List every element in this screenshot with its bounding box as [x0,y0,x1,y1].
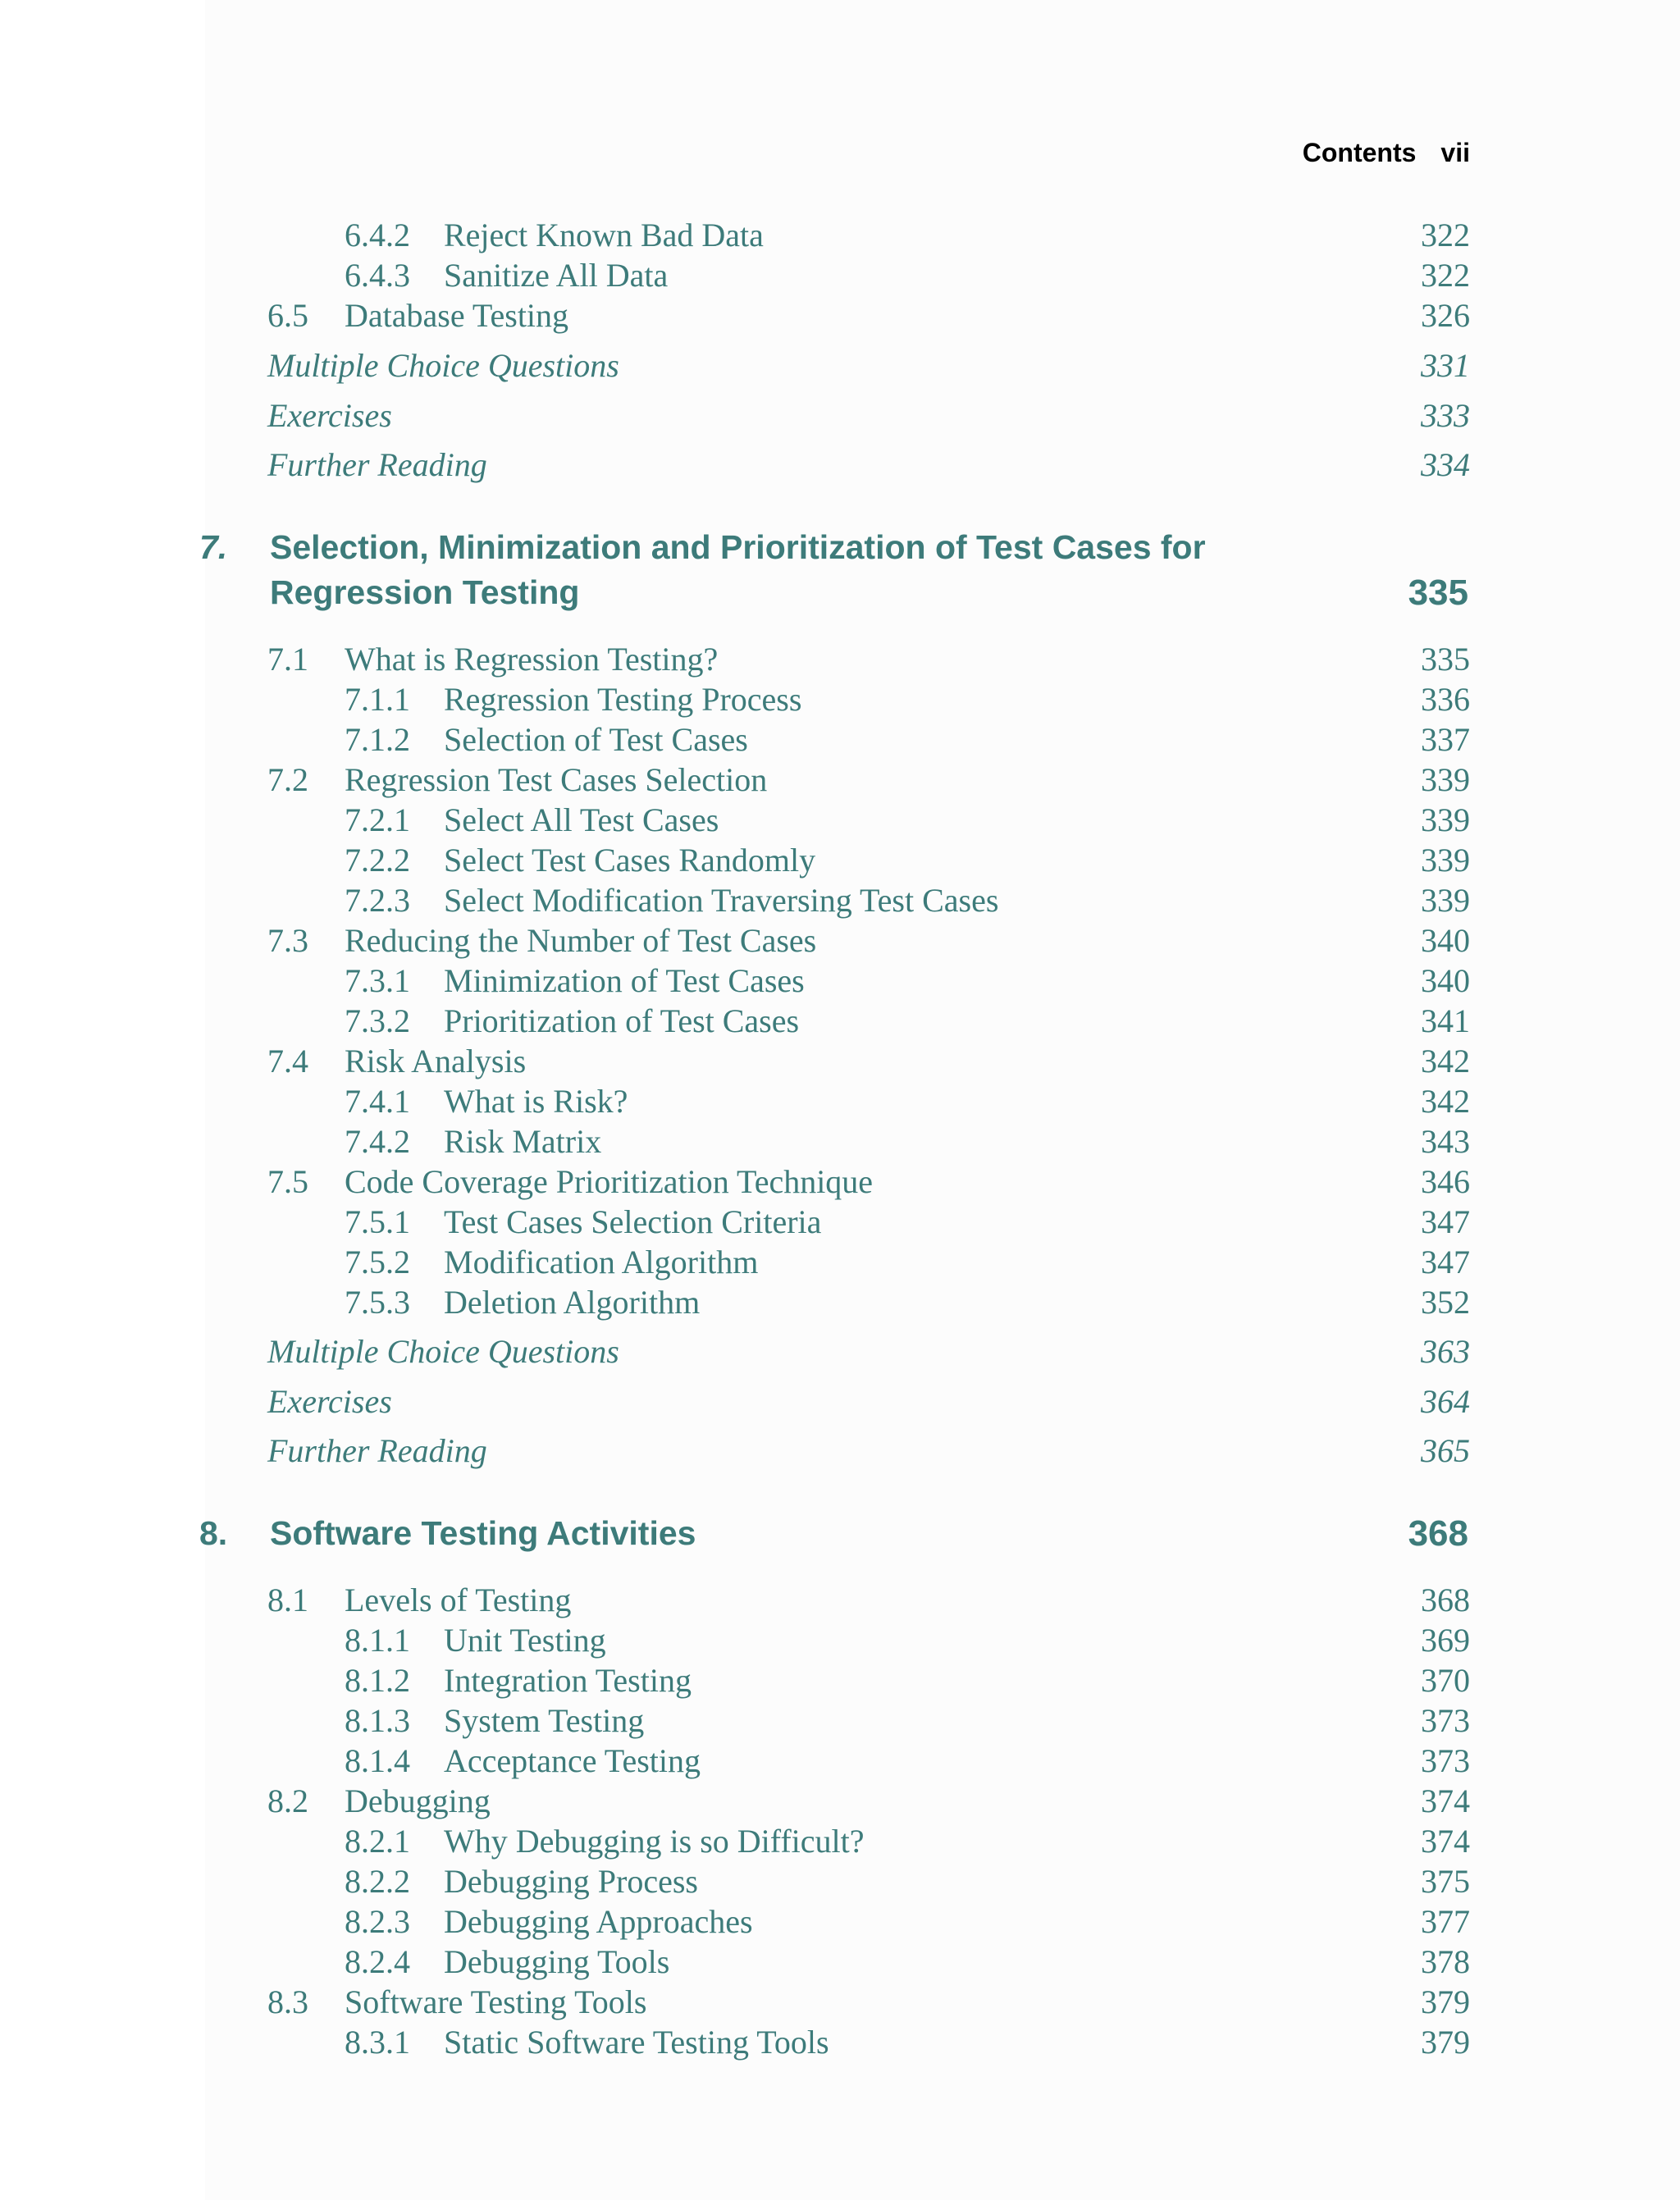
toc-entry-page: 352 [1421,1284,1470,1321]
toc-entry[interactable] [0,842,1680,879]
toc-entry-title: Further Reading [267,1432,487,1469]
chapter-heading[interactable] [0,525,1680,615]
toc-entry-title: Sanitize All Data [444,257,669,294]
toc-entry[interactable] [0,761,1680,799]
toc-entry[interactable] [0,1083,1680,1121]
toc-entry-page: 374 [1421,1823,1470,1860]
toc-entry-page: 335 [1421,641,1470,678]
toc-entry-number: 7.2.1 [345,801,410,838]
toc-entry[interactable] [0,1823,1680,1860]
toc-entry-number: 8.1.2 [345,1662,410,1699]
toc-entry-page: 373 [1421,1702,1470,1739]
chapter-page: 335 [1408,573,1468,613]
toc-entry-title: Debugging Tools [444,1943,670,1980]
toc-entry-page: 364 [1421,1383,1470,1420]
toc-entry-title: Prioritization of Test Cases [444,1002,800,1039]
toc-entry-number: 7.5 [267,1163,308,1200]
toc-entry-title: Debugging Process [444,1863,698,1900]
toc-entry-page: 343 [1421,1123,1470,1160]
toc-entry[interactable] [0,1662,1680,1700]
toc-entry-title: Code Coverage Prioritization Technique [345,1163,874,1200]
toc-entry-page: 339 [1421,761,1470,798]
toc-entry-page: 322 [1421,217,1470,253]
toc-entry[interactable] [0,882,1680,920]
toc-entry-title: Debugging [345,1782,491,1819]
chapter-number: 8. [199,1514,228,1552]
chapter-title-line-1: Software Testing Activities [270,1514,696,1552]
running-head-label: Contents [1302,138,1417,167]
toc-entry-number: 8.1.4 [345,1742,410,1779]
toc-entry-number: 7.5.1 [345,1203,410,1240]
toc-entry-page: 322 [1421,257,1470,294]
toc-entry[interactable] [0,1333,1680,1371]
toc-entry-number: 8.2 [267,1782,308,1819]
toc-entry-page: 326 [1421,297,1470,334]
toc-entry[interactable] [0,217,1680,254]
toc-entry-number: 7.1.2 [345,721,410,758]
toc-entry-number: 7.5.2 [345,1244,410,1280]
toc-entry[interactable] [0,801,1680,839]
toc-entry[interactable] [0,1622,1680,1659]
toc-entry-title: Deletion Algorithm [444,1284,701,1321]
toc-entry-page: 339 [1421,842,1470,879]
toc-entry[interactable] [0,1782,1680,1820]
toc-entry-title: Reducing the Number of Test Cases [345,922,817,959]
toc-entry-page: 368 [1421,1582,1470,1618]
toc-entry[interactable] [0,446,1680,484]
toc-entry-page: 340 [1421,962,1470,999]
toc-entry[interactable] [0,297,1680,335]
toc-entry[interactable] [0,1983,1680,2021]
toc-entry-title: Multiple Choice Questions [267,1333,619,1370]
toc-entry[interactable] [0,1043,1680,1080]
toc-entry-number: 8.2.1 [345,1823,410,1860]
chapter-title-line-2: Regression Testing [270,573,580,611]
toc-entry[interactable] [0,1383,1680,1421]
toc-entry-title: System Testing [444,1702,645,1739]
toc-entry-title: Acceptance Testing [444,1742,701,1779]
toc-entry-title: Database Testing [345,297,569,334]
toc-entry-page: 336 [1421,681,1470,718]
toc-entry[interactable] [0,1244,1680,1281]
toc-entry[interactable] [0,962,1680,1000]
toc-entry-title: Modification Algorithm [444,1244,759,1280]
toc-entry-title: Why Debugging is so Difficult? [444,1823,865,1860]
toc-entry-number: 7.3.2 [345,1002,410,1039]
toc-entry-number: 8.1 [267,1582,308,1618]
toc-entry-title: Select Test Cases Randomly [444,842,816,879]
toc-entry-page: 339 [1421,882,1470,919]
toc-entry[interactable] [0,721,1680,759]
toc-entry-number: 8.2.3 [345,1903,410,1940]
toc-entry-title: Select All Test Cases [444,801,719,838]
toc-entry[interactable] [0,347,1680,385]
toc-entry-page: 378 [1421,1943,1470,1980]
toc-entry-page: 373 [1421,1742,1470,1779]
toc-entry-number: 7.3 [267,922,308,959]
toc-entry-number: 7.1.1 [345,681,410,718]
toc-entry-title: Regression Test Cases Selection [345,761,768,798]
toc-entry-title: Regression Testing Process [444,681,802,718]
toc-entry-page: 340 [1421,922,1470,959]
toc-entry[interactable] [0,681,1680,719]
toc-entry[interactable] [0,1002,1680,1040]
toc-entry-number: 7.5.3 [345,1284,410,1321]
toc-entry[interactable] [0,922,1680,960]
toc-entry-page: 379 [1421,2024,1470,2061]
toc-entry-title: Minimization of Test Cases [444,962,805,999]
toc-entry-title: Integration Testing [444,1662,692,1699]
chapter-heading[interactable] [0,1511,1680,1556]
toc-entry[interactable] [0,1284,1680,1321]
toc-entry-number: 7.2 [267,761,308,798]
toc-entry-page: 331 [1421,347,1470,384]
toc-entry-page: 370 [1421,1662,1470,1699]
toc-entry-title: Debugging Approaches [444,1903,753,1940]
toc-entry[interactable] [0,397,1680,435]
toc-entry[interactable] [0,1903,1680,1941]
chapter-page: 368 [1408,1513,1468,1554]
toc-entry-page: 342 [1421,1043,1470,1079]
toc-entry-title: What is Regression Testing? [345,641,719,678]
toc-entry-number: 7.4.1 [345,1083,410,1120]
toc-entry-page: 339 [1421,801,1470,838]
toc-entry[interactable] [0,1702,1680,1740]
toc-entry-page: 342 [1421,1083,1470,1120]
toc-entry[interactable] [0,1582,1680,1619]
toc-entry[interactable] [0,641,1680,678]
toc-entry-page: 377 [1421,1903,1470,1940]
running-head [1303,138,1470,168]
toc-entry-title: Risk Analysis [345,1043,527,1079]
toc-entry-title: Multiple Choice Questions [267,347,619,384]
toc-entry-page: 334 [1421,446,1470,483]
toc-entry-page: 337 [1421,721,1470,758]
toc-entry-number: 8.2.2 [345,1863,410,1900]
toc-entry-number: 6.4.2 [345,217,410,253]
page-folio: vii [1440,138,1470,167]
toc-entry[interactable] [0,1742,1680,1780]
toc-entry-page: 379 [1421,1983,1470,2020]
toc-entry-title: Exercises [267,397,392,434]
toc-entry[interactable] [0,1943,1680,1981]
toc-entry[interactable] [0,1163,1680,1201]
toc-entry-title: Further Reading [267,446,487,483]
toc-entry-number: 8.3.1 [345,2024,410,2061]
chapter-number: 7. [199,528,228,566]
toc-entry-page: 363 [1421,1333,1470,1370]
toc-entry-number: 8.2.4 [345,1943,410,1980]
toc-entry-number: 8.1.3 [345,1702,410,1739]
toc-entry-title: Selection of Test Cases [444,721,748,758]
toc-entry-page: 347 [1421,1244,1470,1280]
toc-entry-page: 365 [1421,1432,1470,1469]
toc-entry-title: Test Cases Selection Criteria [444,1203,822,1240]
toc-entry-number: 6.4.3 [345,257,410,294]
toc-entry-page: 374 [1421,1782,1470,1819]
toc-entry-number: 7.3.1 [345,962,410,999]
toc-entry-title: Levels of Testing [345,1582,572,1618]
toc-entry-title: Exercises [267,1383,392,1420]
toc-entry-number: 7.2.2 [345,842,410,879]
toc-entry-page: 333 [1421,397,1470,434]
toc-entry-number: 7.4 [267,1043,308,1079]
toc-entry-title: Reject Known Bad Data [444,217,764,253]
toc-entry-title: What is Risk? [444,1083,628,1120]
toc-entry-title: Risk Matrix [444,1123,602,1160]
toc-entry[interactable] [0,1432,1680,1470]
toc-entry-title: Unit Testing [444,1622,606,1659]
toc-entry-page: 375 [1421,1863,1470,1900]
toc-entry[interactable] [0,1123,1680,1161]
toc-entry[interactable] [0,1203,1680,1241]
toc-entry[interactable] [0,1863,1680,1901]
toc-entry-page: 347 [1421,1203,1470,1240]
chapter-title-line-1: Selection, Minimization and Prioritization of Test Cases for [270,528,1206,566]
toc-entry-page: 341 [1421,1002,1470,1039]
toc-entry-number: 7.4.2 [345,1123,410,1160]
toc-entry-title: Software Testing Tools [345,1983,647,2020]
toc-entry-number: 8.3 [267,1983,308,2020]
toc-entry-page: 369 [1421,1622,1470,1659]
toc-entry-number: 8.1.1 [345,1622,410,1659]
toc-entry-number: 6.5 [267,297,308,334]
toc-entry-title: Static Software Testing Tools [444,2024,829,2061]
toc-entry-number: 7.2.3 [345,882,410,919]
toc-entry-title: Select Modification Traversing Test Cases [444,882,999,919]
toc-entry-number: 7.1 [267,641,308,678]
toc-entry[interactable] [0,2024,1680,2061]
toc-entry-page: 346 [1421,1163,1470,1200]
toc-entry[interactable] [0,257,1680,294]
